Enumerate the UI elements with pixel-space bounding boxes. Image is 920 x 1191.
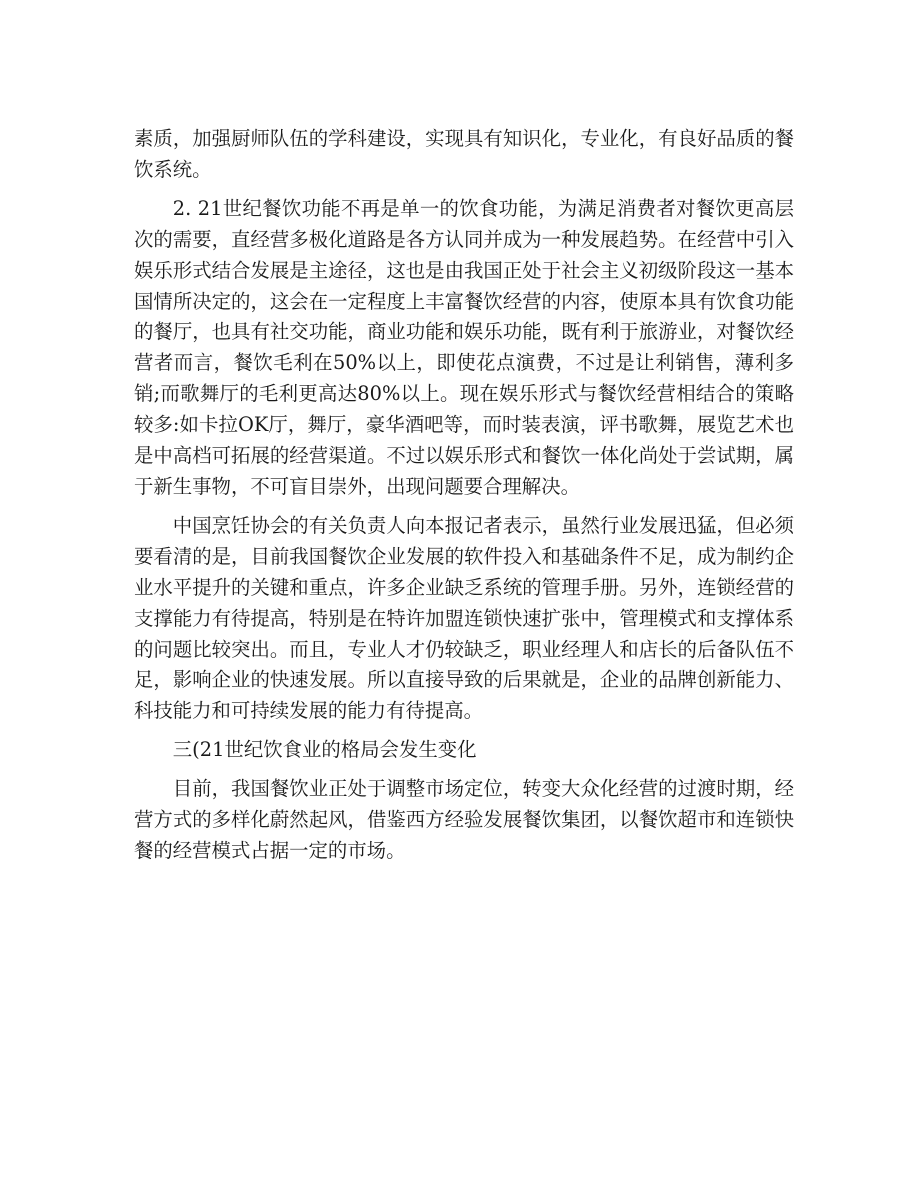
paragraph-item-2: 2. 21世纪餐饮功能不再是单一的饮食功能，为满足消费者对餐饮更高层次的需要，直经营多极化道路是各方认同并成为一种发展趋势。在经营中引入娱乐形式结合发展是主途径，这也是由我国正处于社会主义初级阶段这一基本国情所决定的，这会在一定程度上丰富餐饮经营的内容，使原本具有饮食功能的餐厅，也具有社交功能，商业功能和娱乐功能，既有利于旅游业，对餐饮经营者而言，餐饮毛利在50%以上，即使花点演费，不过是让利销售，薄利多销;而歌舞厅的毛利更高达80%以上。现在娱乐形式与餐饮经营相结合的策略较多:如卡拉OK厅，舞厅，豪华酒吧等，而时装表演，评书歌舞，展览艺术也是中高档可拓展的经营渠道。不过以娱乐形式和餐饮一体化尚处于尝试期，属于新生事物，不可盲目崇外，出现问题要合理解决。 <box>134 196 794 498</box>
paragraph-association-statement: 中国烹饪协会的有关负责人向本报记者表示，虽然行业发展迅猛，但必须要看清的是，目前我国餐饮企业发展的软件投入和基础条件不足，成为制约企业水平提升的关键和重点，许多企业缺乏系统的管理手册。另外，连锁经营的支撑能力有待提高，特别是在特许加盟连锁快速扩张中，管理模式和支撑体系的问题比较突出。而且，专业人才仍较缺乏，职业经理人和店长的后备队伍不足，影响企业的快速发展。所以直接导致的后果就是，企业的品牌创新能力、科技能力和可持续发展的能力有待提高。 <box>134 513 794 723</box>
paragraph-market-status: 目前，我国餐饮业正处于调整市场定位，转变大众化经营的过渡时期，经营方式的多样化蔚然起风，借鉴西方经验发展餐饮集团，以餐饮超市和连锁快餐的经营模式占据一定的市场。 <box>134 777 794 862</box>
document-body <box>134 124 794 875</box>
section-heading: 三(21世纪饮食业的格局会发生变化 <box>172 738 477 762</box>
paragraph-continuation: 素质，加强厨师队伍的学科建设，实现具有知识化，专业化，有良好品质的餐饮系统。 <box>134 127 794 181</box>
